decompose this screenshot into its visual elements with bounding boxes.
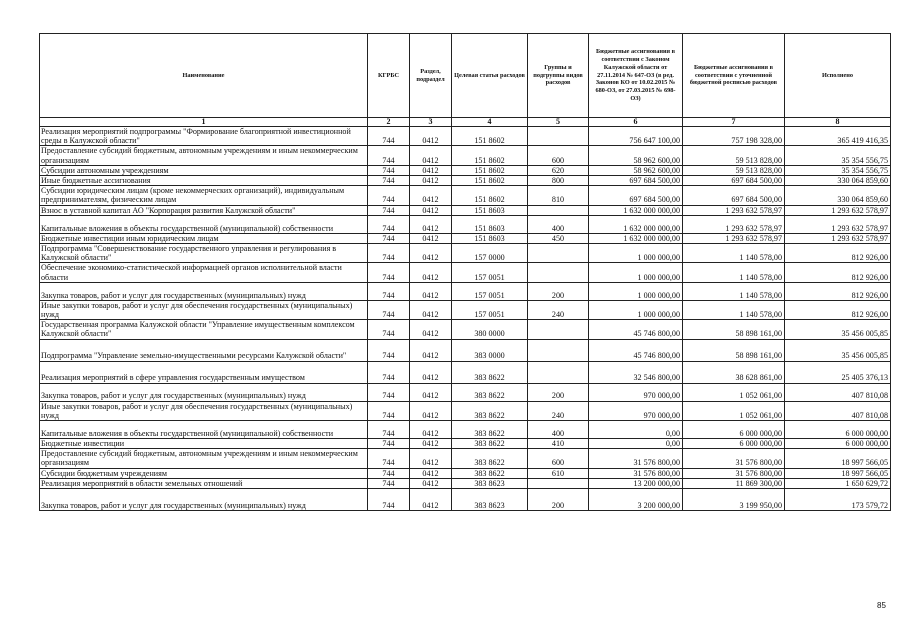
row-name: Субсидии автономным учреждениям bbox=[40, 165, 368, 175]
row-kgrbs: 744 bbox=[368, 282, 410, 300]
row-kgrbs: 744 bbox=[368, 165, 410, 175]
col-header-law: Бюджетные ассигнования в соответствии с Законом Калужской области от 27.11.2014 № 647-ОЗ (в ред. Законов КО от 10.02.2015 № 680-ОЗ, от 27.03.2015 № 698-ОЗ) bbox=[589, 34, 683, 118]
row-executed-amount: 18 997 566,05 bbox=[785, 468, 891, 478]
row-refined-amount: 1 052 061,00 bbox=[683, 401, 785, 420]
row-group bbox=[528, 320, 589, 339]
row-target: 151 8602 bbox=[452, 146, 528, 165]
row-section: 0412 bbox=[410, 439, 452, 449]
row-executed-amount: 35 354 556,75 bbox=[785, 165, 891, 175]
row-kgrbs: 744 bbox=[368, 478, 410, 488]
row-name: Взнос в уставной капитал АО "Корпорация развития Калужской области" bbox=[40, 205, 368, 215]
page-number: 85 bbox=[877, 601, 886, 610]
table-body bbox=[40, 127, 891, 511]
row-section: 0412 bbox=[410, 186, 452, 205]
table-row bbox=[40, 205, 891, 215]
row-name: Капитальные вложения в объекты государственной (муниципальной) собственности bbox=[40, 421, 368, 439]
row-law-amount: 45 746 800,00 bbox=[589, 320, 683, 339]
table-row bbox=[40, 383, 891, 401]
row-name: Иные закупки товаров, работ и услуг для обеспечения государственных (муниципальных) нужд bbox=[40, 300, 368, 319]
row-kgrbs: 744 bbox=[368, 468, 410, 478]
row-group: 810 bbox=[528, 186, 589, 205]
row-target: 383 8622 bbox=[452, 421, 528, 439]
row-refined-amount: 59 513 828,00 bbox=[683, 165, 785, 175]
row-refined-amount: 1 140 578,00 bbox=[683, 244, 785, 263]
row-law-amount: 970 000,00 bbox=[589, 383, 683, 401]
row-kgrbs: 744 bbox=[368, 186, 410, 205]
column-number: 3 bbox=[410, 118, 452, 127]
row-law-amount: 58 962 600,00 bbox=[589, 165, 683, 175]
row-section: 0412 bbox=[410, 489, 452, 511]
column-number: 6 bbox=[589, 118, 683, 127]
row-kgrbs: 744 bbox=[368, 383, 410, 401]
row-group: 600 bbox=[528, 449, 589, 468]
row-group bbox=[528, 205, 589, 215]
row-kgrbs: 744 bbox=[368, 244, 410, 263]
row-group: 600 bbox=[528, 146, 589, 165]
row-section: 0412 bbox=[410, 361, 452, 383]
row-group: 610 bbox=[528, 468, 589, 478]
header-row bbox=[40, 34, 891, 118]
row-law-amount: 0,00 bbox=[589, 421, 683, 439]
table-row bbox=[40, 339, 891, 361]
row-group bbox=[528, 263, 589, 282]
row-executed-amount: 1 293 632 578,97 bbox=[785, 215, 891, 233]
row-refined-amount: 1 140 578,00 bbox=[683, 282, 785, 300]
table-row bbox=[40, 165, 891, 175]
table-row bbox=[40, 401, 891, 420]
row-law-amount: 31 576 800,00 bbox=[589, 449, 683, 468]
row-section: 0412 bbox=[410, 282, 452, 300]
column-number: 1 bbox=[40, 118, 368, 127]
row-executed-amount: 6 000 000,00 bbox=[785, 439, 891, 449]
table-row bbox=[40, 263, 891, 282]
row-target: 151 8603 bbox=[452, 233, 528, 243]
row-group bbox=[528, 339, 589, 361]
row-section: 0412 bbox=[410, 127, 452, 146]
row-group: 240 bbox=[528, 401, 589, 420]
row-executed-amount: 1 293 632 578,97 bbox=[785, 205, 891, 215]
col-header-section: Раздел, подраздел bbox=[410, 34, 452, 118]
row-section: 0412 bbox=[410, 244, 452, 263]
row-law-amount: 1 632 000 000,00 bbox=[589, 205, 683, 215]
row-law-amount: 1 000 000,00 bbox=[589, 300, 683, 319]
row-executed-amount: 6 000 000,00 bbox=[785, 421, 891, 439]
row-refined-amount: 1 293 632 578,97 bbox=[683, 205, 785, 215]
row-group: 200 bbox=[528, 489, 589, 511]
row-target: 383 8622 bbox=[452, 383, 528, 401]
row-kgrbs: 744 bbox=[368, 489, 410, 511]
row-section: 0412 bbox=[410, 146, 452, 165]
row-name: Субсидии бюджетным учреждениям bbox=[40, 468, 368, 478]
row-name: Реализация мероприятий подпрограммы "Формирование благоприятной инвестиционной среды в Калужской области" bbox=[40, 127, 368, 146]
column-number-row bbox=[40, 118, 891, 127]
row-section: 0412 bbox=[410, 401, 452, 420]
row-kgrbs: 744 bbox=[368, 127, 410, 146]
row-refined-amount: 38 628 861,00 bbox=[683, 361, 785, 383]
row-target: 383 8623 bbox=[452, 478, 528, 488]
row-group: 240 bbox=[528, 300, 589, 319]
row-section: 0412 bbox=[410, 320, 452, 339]
row-kgrbs: 744 bbox=[368, 233, 410, 243]
row-law-amount: 13 200 000,00 bbox=[589, 478, 683, 488]
row-executed-amount: 35 456 005,85 bbox=[785, 320, 891, 339]
row-executed-amount: 18 997 566,05 bbox=[785, 449, 891, 468]
row-refined-amount: 1 052 061,00 bbox=[683, 383, 785, 401]
row-refined-amount: 58 898 161,00 bbox=[683, 320, 785, 339]
row-executed-amount: 330 064 859,60 bbox=[785, 186, 891, 205]
row-law-amount: 1 000 000,00 bbox=[589, 263, 683, 282]
row-target: 157 0000 bbox=[452, 244, 528, 263]
row-executed-amount: 1 293 632 578,97 bbox=[785, 233, 891, 243]
row-target: 157 0051 bbox=[452, 282, 528, 300]
row-target: 151 8603 bbox=[452, 215, 528, 233]
column-number: 5 bbox=[528, 118, 589, 127]
budget-report-sheet bbox=[39, 33, 890, 511]
row-target: 383 0000 bbox=[452, 339, 528, 361]
table-row bbox=[40, 449, 891, 468]
row-executed-amount: 407 810,08 bbox=[785, 383, 891, 401]
row-refined-amount: 697 684 500,00 bbox=[683, 186, 785, 205]
col-header-name: Наименование bbox=[40, 34, 368, 118]
row-law-amount: 58 962 600,00 bbox=[589, 146, 683, 165]
table-row bbox=[40, 320, 891, 339]
table-row bbox=[40, 421, 891, 439]
row-executed-amount: 365 419 416,35 bbox=[785, 127, 891, 146]
row-kgrbs: 744 bbox=[368, 300, 410, 319]
table-row bbox=[40, 127, 891, 146]
row-executed-amount: 35 354 556,75 bbox=[785, 146, 891, 165]
row-section: 0412 bbox=[410, 165, 452, 175]
row-law-amount: 3 200 000,00 bbox=[589, 489, 683, 511]
row-section: 0412 bbox=[410, 300, 452, 319]
row-section: 0412 bbox=[410, 449, 452, 468]
row-law-amount: 756 647 100,00 bbox=[589, 127, 683, 146]
column-number: 4 bbox=[452, 118, 528, 127]
row-target: 383 8622 bbox=[452, 401, 528, 420]
row-name: Обеспечение экономико-статистической информацией органов исполнительной власти области bbox=[40, 263, 368, 282]
row-group bbox=[528, 361, 589, 383]
column-number: 8 bbox=[785, 118, 891, 127]
row-refined-amount: 757 198 328,00 bbox=[683, 127, 785, 146]
row-name: Иные закупки товаров, работ и услуг для обеспечения государственных (муниципальных) нужд bbox=[40, 401, 368, 420]
table-row bbox=[40, 244, 891, 263]
table-row bbox=[40, 361, 891, 383]
row-kgrbs: 744 bbox=[368, 421, 410, 439]
row-kgrbs: 744 bbox=[368, 401, 410, 420]
row-executed-amount: 407 810,08 bbox=[785, 401, 891, 420]
col-header-kgrbs: КГРБС bbox=[368, 34, 410, 118]
row-name: Государственная программа Калужской области "Управление имущественным комплексом Калужской области" bbox=[40, 320, 368, 339]
row-kgrbs: 744 bbox=[368, 449, 410, 468]
row-target: 383 8623 bbox=[452, 489, 528, 511]
row-target: 151 8603 bbox=[452, 205, 528, 215]
row-name: Подпрограмма "Совершенствование государственного управления и регулирования в Калужской области" bbox=[40, 244, 368, 263]
row-name: Закупка товаров, работ и услуг для государственных (муниципальных) нужд bbox=[40, 383, 368, 401]
row-group bbox=[528, 478, 589, 488]
row-law-amount: 0,00 bbox=[589, 439, 683, 449]
row-section: 0412 bbox=[410, 176, 452, 186]
row-target: 157 0051 bbox=[452, 300, 528, 319]
row-law-amount: 697 684 500,00 bbox=[589, 176, 683, 186]
row-refined-amount: 1 140 578,00 bbox=[683, 263, 785, 282]
row-executed-amount: 330 064 859,60 bbox=[785, 176, 891, 186]
row-refined-amount: 11 869 300,00 bbox=[683, 478, 785, 488]
row-name: Реализация мероприятий в сфере управления государственным имуществом bbox=[40, 361, 368, 383]
row-law-amount: 1 000 000,00 bbox=[589, 282, 683, 300]
row-law-amount: 697 684 500,00 bbox=[589, 186, 683, 205]
row-executed-amount: 812 926,00 bbox=[785, 282, 891, 300]
row-refined-amount: 3 199 950,00 bbox=[683, 489, 785, 511]
row-name: Реализация мероприятий в области земельных отношений bbox=[40, 478, 368, 488]
column-number: 7 bbox=[683, 118, 785, 127]
row-target: 383 8622 bbox=[452, 439, 528, 449]
row-group: 200 bbox=[528, 282, 589, 300]
row-refined-amount: 1 293 632 578,97 bbox=[683, 233, 785, 243]
table-row bbox=[40, 439, 891, 449]
row-kgrbs: 744 bbox=[368, 361, 410, 383]
row-kgrbs: 744 bbox=[368, 205, 410, 215]
row-target: 383 8622 bbox=[452, 449, 528, 468]
row-refined-amount: 31 576 800,00 bbox=[683, 468, 785, 478]
row-law-amount: 1 632 000 000,00 bbox=[589, 215, 683, 233]
row-executed-amount: 1 650 629,72 bbox=[785, 478, 891, 488]
row-section: 0412 bbox=[410, 233, 452, 243]
row-kgrbs: 744 bbox=[368, 339, 410, 361]
row-target: 157 0051 bbox=[452, 263, 528, 282]
row-target: 151 8602 bbox=[452, 176, 528, 186]
row-law-amount: 45 746 800,00 bbox=[589, 339, 683, 361]
row-group: 400 bbox=[528, 215, 589, 233]
row-law-amount: 1 632 000 000,00 bbox=[589, 233, 683, 243]
table-row bbox=[40, 186, 891, 205]
row-law-amount: 32 546 800,00 bbox=[589, 361, 683, 383]
row-section: 0412 bbox=[410, 215, 452, 233]
row-executed-amount: 173 579,72 bbox=[785, 489, 891, 511]
row-law-amount: 31 576 800,00 bbox=[589, 468, 683, 478]
table-row bbox=[40, 146, 891, 165]
row-name: Подпрограмма "Управление земельно-имущественными ресурсами Калужской области" bbox=[40, 339, 368, 361]
table-row bbox=[40, 489, 891, 511]
row-kgrbs: 744 bbox=[368, 439, 410, 449]
col-header-target: Целевая статья расходов bbox=[452, 34, 528, 118]
row-section: 0412 bbox=[410, 383, 452, 401]
row-name: Субсидии юридическим лицам (кроме некоммерческих организаций), индивидуальным предпринимателям, физическим лицам bbox=[40, 186, 368, 205]
table-row bbox=[40, 282, 891, 300]
row-refined-amount: 31 576 800,00 bbox=[683, 449, 785, 468]
row-executed-amount: 812 926,00 bbox=[785, 263, 891, 282]
row-executed-amount: 25 405 376,13 bbox=[785, 361, 891, 383]
row-name: Капитальные вложения в объекты государственной (муниципальной) собственности bbox=[40, 215, 368, 233]
row-section: 0412 bbox=[410, 468, 452, 478]
row-executed-amount: 812 926,00 bbox=[785, 300, 891, 319]
row-target: 380 0000 bbox=[452, 320, 528, 339]
row-group: 200 bbox=[528, 383, 589, 401]
table-row bbox=[40, 468, 891, 478]
table-row bbox=[40, 233, 891, 243]
row-refined-amount: 1 293 632 578,97 bbox=[683, 215, 785, 233]
row-law-amount: 1 000 000,00 bbox=[589, 244, 683, 263]
row-refined-amount: 58 898 161,00 bbox=[683, 339, 785, 361]
row-section: 0412 bbox=[410, 339, 452, 361]
table-row bbox=[40, 215, 891, 233]
row-target: 383 8622 bbox=[452, 468, 528, 478]
budget-table bbox=[39, 33, 891, 511]
table-row bbox=[40, 176, 891, 186]
row-section: 0412 bbox=[410, 263, 452, 282]
row-name: Закупка товаров, работ и услуг для государственных (муниципальных) нужд bbox=[40, 282, 368, 300]
row-section: 0412 bbox=[410, 478, 452, 488]
row-name: Предоставление субсидий бюджетным, автономным учреждениям и иным некоммерческим организациям bbox=[40, 146, 368, 165]
row-group: 400 bbox=[528, 421, 589, 439]
row-section: 0412 bbox=[410, 205, 452, 215]
row-group bbox=[528, 127, 589, 146]
column-number: 2 bbox=[368, 118, 410, 127]
row-target: 151 8602 bbox=[452, 127, 528, 146]
row-name: Бюджетные инвестиции bbox=[40, 439, 368, 449]
table-row bbox=[40, 300, 891, 319]
col-header-group: Группы и подгруппы видов расходов bbox=[528, 34, 589, 118]
row-group: 450 bbox=[528, 233, 589, 243]
row-section: 0412 bbox=[410, 421, 452, 439]
col-header-refined: Бюджетные ассигнования в соответствии с уточненной бюджетной росписью расходов bbox=[683, 34, 785, 118]
row-name: Бюджетные инвестиции иным юридическим лицам bbox=[40, 233, 368, 243]
row-kgrbs: 744 bbox=[368, 215, 410, 233]
row-name: Закупка товаров, работ и услуг для государственных (муниципальных) нужд bbox=[40, 489, 368, 511]
row-target: 151 8602 bbox=[452, 165, 528, 175]
row-executed-amount: 35 456 005,85 bbox=[785, 339, 891, 361]
col-header-executed: Исполнено bbox=[785, 34, 891, 118]
row-target: 383 8622 bbox=[452, 361, 528, 383]
row-group: 800 bbox=[528, 176, 589, 186]
row-refined-amount: 59 513 828,00 bbox=[683, 146, 785, 165]
row-name: Иные бюджетные ассигнования bbox=[40, 176, 368, 186]
row-group bbox=[528, 244, 589, 263]
row-kgrbs: 744 bbox=[368, 176, 410, 186]
table-row bbox=[40, 478, 891, 488]
row-executed-amount: 812 926,00 bbox=[785, 244, 891, 263]
row-kgrbs: 744 bbox=[368, 146, 410, 165]
row-target: 151 8602 bbox=[452, 186, 528, 205]
row-refined-amount: 697 684 500,00 bbox=[683, 176, 785, 186]
row-law-amount: 970 000,00 bbox=[589, 401, 683, 420]
row-name: Предоставление субсидий бюджетным, автономным учреждениям и иным некоммерческим организациям bbox=[40, 449, 368, 468]
row-refined-amount: 6 000 000,00 bbox=[683, 439, 785, 449]
row-kgrbs: 744 bbox=[368, 320, 410, 339]
row-kgrbs: 744 bbox=[368, 263, 410, 282]
row-group: 410 bbox=[528, 439, 589, 449]
row-group: 620 bbox=[528, 165, 589, 175]
row-refined-amount: 1 140 578,00 bbox=[683, 300, 785, 319]
row-refined-amount: 6 000 000,00 bbox=[683, 421, 785, 439]
